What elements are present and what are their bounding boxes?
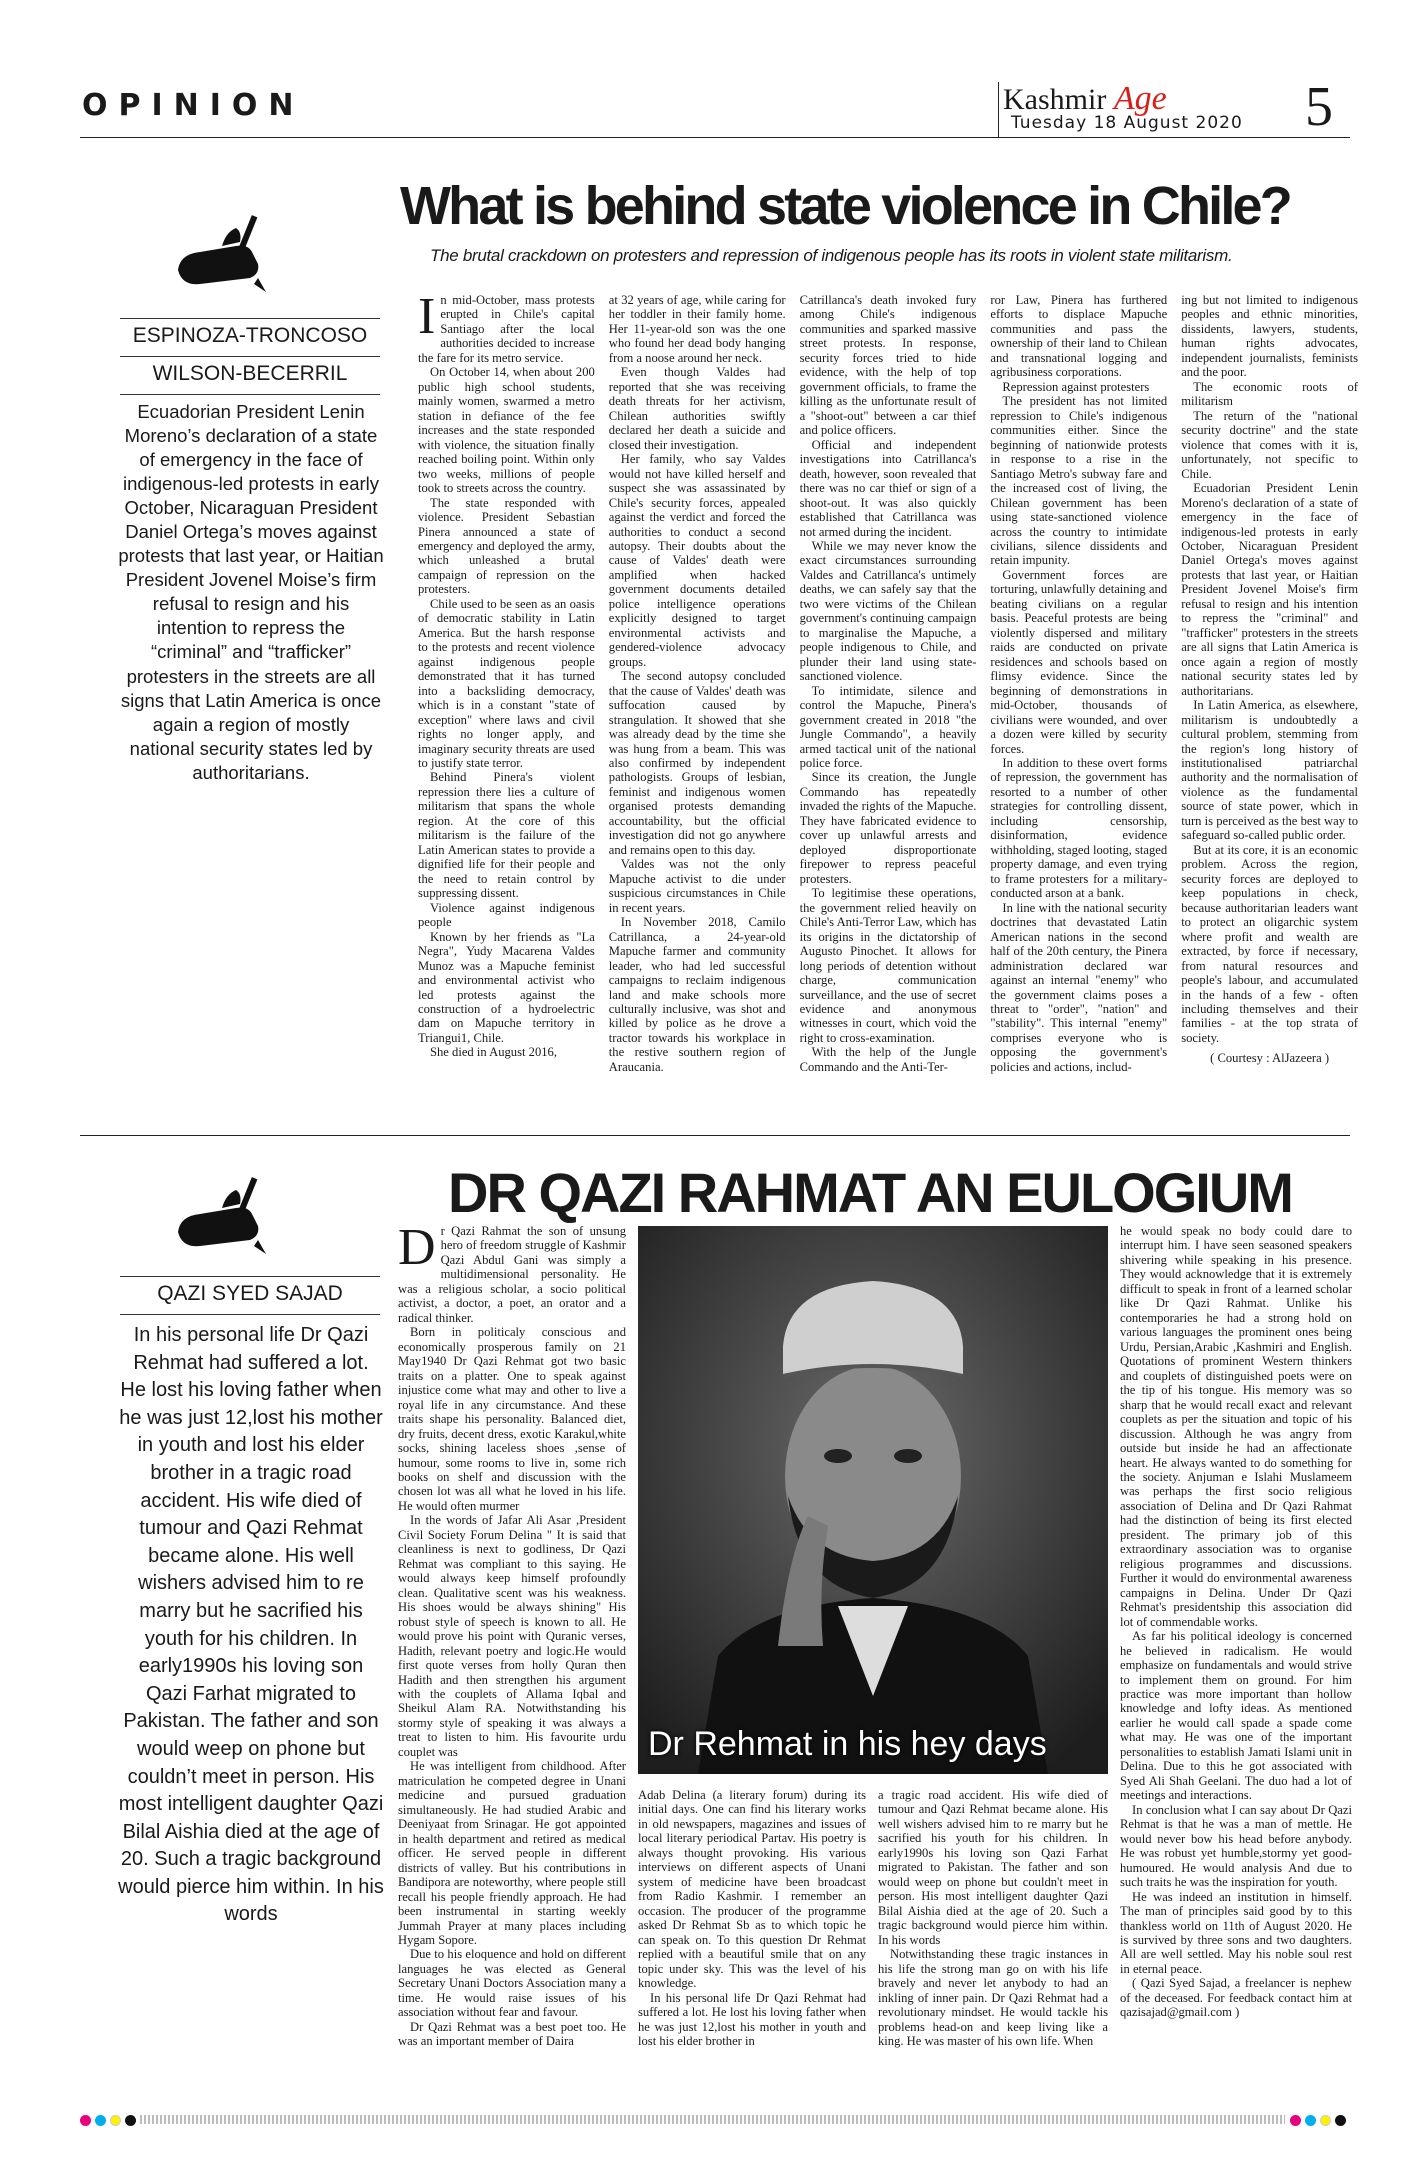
- masthead-divider: [998, 82, 999, 137]
- author-divider-top: [120, 318, 380, 319]
- article1-dropcap: I: [418, 293, 436, 345]
- author-divider-bottom: [120, 1314, 380, 1315]
- article-separator: [80, 1135, 1350, 1136]
- article2-pull-quote: In his personal life Dr Qazi Rehmat had suffered a lot. He lost his loving father when he was just 12,lost his mother in youth and lost his elder brother in a tragic road accident. His wife died of tumour and Qazi Rehmat became alone. His well wishers advised him to re marry but he sacrified his youth for his children. In early1990s his loving son Qazi Farhat migrated to Pakistan. The father and son would weep on phone but couldn’t meet in person. His most intelligent daughter Qazi Bilal Aishia died at the age of 20. Such a tragic background would pierce him within. In his words: [118, 1324, 384, 1926]
- registration-dot: [110, 2115, 121, 2126]
- paragraph: Behind Pinera's violent repression there lies a culture of militarism that spans the whole region. At the core of this militarism is the failure of the Latin American states to provide a dignified life for their people and the need to retain control by suppressing dissent.: [418, 770, 595, 901]
- paragraph: In Latin America, as elsewhere, militarism is undoubtedly a cultural problem, stemming from the region's long history of institutionalised patriarchal authority and the normalisation of violence as the fundamental source of state power, which in turn is perceived as the best way to safeguard so-called public order.: [1181, 698, 1358, 843]
- article2-headline: DR QAZI RAHMAT AN EULOGIUM: [448, 1161, 1292, 1224]
- registration-dot: [95, 2115, 106, 2126]
- paragraph: ror Law, Pinera has furthered efforts to displace Mapuche communities and pass the ownership of their land to Chilean and transnational logging and agribusiness corporations.: [990, 293, 1168, 380]
- registration-marks-left: [80, 2113, 136, 2127]
- paragraph: ( Qazi Syed Sajad, a freelancer is nephew of the deceased. For feedback contact him at qazisajad@gmail.com ): [1120, 1976, 1352, 2020]
- paragraph: Official and independent investigations into Catrillanca's death, however, soon revealed that there was no car thief or sign of a shoot-out. It was also quickly established that Catrillanca was not armed during the incident.: [799, 437, 977, 539]
- article2-column-4: [1120, 1224, 1352, 2089]
- paragraph: Adab Delina (a literary forum) during its initial days. One can find his literary works in old newspapers, magazines and issues of local literary periodical Partav. His poetry is always thought provoking. His various interviews on different aspects of Unani system of medicine have been broadcast from Radio Kashmir. I remember an occasion. The producer of the programme asked Dr Rehmat Sb as to which topic he can speak on. To this question Dr Rehmat replied with a beautiful smile that on any topic under sky. This was the level of his knowledge.: [638, 1788, 866, 1991]
- subheading: Violence against indigenous people: [418, 900, 595, 930]
- author-divider-bottom: [120, 394, 380, 395]
- masthead-kashmir: Kashmir: [1003, 83, 1107, 116]
- paragraph: As far his political ideology is concerned he believed in radicalism. He would emphasize on fundamentals and would strive to implement them on ground. For him practice was more important than hollow knowledge and lofty ideas. As mentioned earlier he would call spade a spade come what may. He was one of the important personalities to establish Jamati Islami unit in Delina. Due to this he got associated with Syed Ali Shah Geelani. The duo had a lot of meetings and interactions.: [1120, 1629, 1352, 1803]
- photo-caption: Dr Rehmat in his hey days: [648, 1725, 1047, 1763]
- paragraph: Government forces are torturing, unlawfully detaining and beating civilians on a regular basis. Peaceful protests are being violently dispersed and military raids are conducted on private residences and schools based on flimsy evidence. Since the beginning of demonstrations in mid-October, thousands of civilians were wounded, and over a dozen were killed by security forces.: [990, 567, 1168, 756]
- paragraph: In his personal life Dr Qazi Rehmat had suffered a lot. He lost his loving father when he was just 12,lost his mother in youth and lost his elder brother in: [638, 1990, 866, 2048]
- footer-stripe: [140, 2115, 1285, 2124]
- registration-dot: [1320, 2115, 1331, 2126]
- paragraph: He was intelligent from childhood. After matriculation he competed degree in Unani medicine and pursued graduation simultaneously. He had studied Arabic and Deeniyaat from Srinagar. He got appointed in health department and retired as medical officer. He served people in different districts of valley. But his contributions in Bandipora are noteworthy, where people still recall his people friendly approach. He had been instrumental in starting weekly Jummah Prayer at many places including Hygam Sopore.: [398, 1759, 626, 1947]
- paragraph: While we may never know the exact circumstances surrounding Valdes and Catrillanca's untimely deaths, we can safely say that the two were victims of the Chilean government's continuing campaign to marginalise the Mapuche, a people indigenous to Chile, and plunder their land using state-sanctioned violence.: [799, 538, 977, 684]
- article1-author-1: ESPINOZA-TRONCOSO: [132, 324, 368, 347]
- paragraph: She died in August 2016,: [430, 1045, 557, 1060]
- paragraph: Known by her friends as "La Negra", Yudy Macarena Valdes Munoz was a Mapuche feminist and environmental activist who led protests against the construction of a hydroelectric dam on Mapuche territory in Triangui1, Chile.: [418, 929, 595, 1045]
- paragraph: The president has not limited repression to Chile's indigenous communities either. Since the beginning of nationwide protests in response to a rise in the Santiago Metro's subway fare and the increased cost of living, the Chilean government has been using state-sanctioned violence across the country to intimidate civilians, silence dissidents and retain impunity.: [990, 394, 1168, 568]
- paragraph: n mid-October, mass protests erupted in Chile's capital Santiago after the local authorities decided to increase the fare for its metro service.: [418, 293, 595, 365]
- paragraph: In the words of Jafar Ali Asar ,President Civil Society Forum Delina " It is said that cleanliness is next to godliness, Dr Qazi Rehmat was compliant to this saying. He would always keep himself profoundly clean. Qualitative scent was his weakness. His shoes would be always shining" His robust style of speech is known to all. He would prove his point with Quranic verses, Hadith, relevant poetry and logic.He would first quote verses from holly Quran then Hadith and then strengthen his argument with the couplets of Allama Iqbal and Sheikul Alam RA. Notwithstanding his stormy style of speaking it was always a treat to listen to him. His favourite urdu couplet was: [398, 1513, 626, 1759]
- paragraph: Due to his eloquence and hold on different languages he was elected as General Secretary Unani Doctors Association many a time. He would raise issues of his association without fear and favour.: [398, 1947, 626, 2020]
- page-number: 5: [1305, 76, 1333, 138]
- article1-body: [418, 293, 1358, 1103]
- paragraph: To legitimise these operations, the government relied heavily on Chile's Anti-Terror Law, which has its origins in the dictatorship of Augusto Pinochet. It allows for long periods of detention without charge, communication surveillance, and the use of secret evidence and anonymous witnesses in court, which void the right to cross-examination.: [799, 886, 977, 1045]
- paragraph: Dr Qazi Rehmat was a best poet too. He was an important member of Daira: [398, 2019, 626, 2049]
- paragraph: Her family, who say Valdes would not have killed herself and suspect she was assassinated by Chile's security forces, appealed against the verdict and forced the authorities to conduct a second autopsy. Their doubts about the cause of Valdes' death were amplified when hacked government documents detailed police intelligence operations explicitly designed to target environmental activists and gendered-violence advocacy groups.: [608, 452, 786, 669]
- article1-standfirst: The brutal crackdown on protesters and repression of indigenous people has its roots in violent state militarism.: [430, 246, 1233, 265]
- paragraph: at 32 years of age, while caring for her toddler in their family home. Her 11-year-old son was the one who found her dead body hanging from a noose around her neck.: [608, 293, 786, 365]
- article2-column-2: [638, 1788, 866, 2089]
- paragraph: Ecuadorian President Lenin Moreno's declaration of a state of emergency in the face of indigenous-led protests in early October, Nicaraguan President Daniel Ortega's moves against protests that last year, or Haitian President Jovenel Moise's firm refusal to resign and his intention to repress the "criminal" and "trafficker" protesters in the streets are all signs that Latin America is once again a region of mostly national security states led by authoritarians.: [1181, 481, 1358, 698]
- registration-dot: [1335, 2115, 1346, 2126]
- paragraph: he would speak no body could dare to interrupt him. I have seen seasoned speakers shivering while speaking in his presence. They would acknowledge that it is extremely difficult to speak in front of a learned scholar like Dr Qazi Rahmat. Unlike his contemporaries he had a strong hold on various languages the prominent ones being Urdu, Persian,Arabic ,Kashmiri and English. Quotations of prominent Western thinkers and couplets of distinguished poets were on the tip of his tongue. His memory was so sharp that he would recall exact and relevant couplets as per the situation and topic of his discussion. Although he was angry from outside but inside he had an affectionate heart. He always wanted to do something for the society. Anjuman e Islahi Muslameem was perhaps the first socio religious association of Delina and Dr Qazi Rahmat had the distinction of being its first elected president. The primary job of this extraordinary association was to organise religious programmes and discussions. Further it would do environmental awareness campaigns in Delina. Under Dr Qazi Rehmat's presidentship this association did lot of commendable works.: [1120, 1224, 1352, 1629]
- paragraph: The state responded with violence. President Sebastian Pinera announced a state of emergency and deployed the army, which unleashed a brutal campaign of repression on the protesters.: [418, 495, 595, 597]
- article2-column-3: [878, 1788, 1108, 2089]
- paragraph: With the help of the Jungle Commando and the Anti-Ter-: [799, 1045, 977, 1074]
- article2-dropcap: D: [398, 1224, 436, 1276]
- registration-dot: [80, 2115, 91, 2126]
- article1-author-2: WILSON-BECERRIL: [152, 362, 348, 385]
- registration-dot: [1290, 2115, 1301, 2126]
- registration-dot: [125, 2115, 136, 2126]
- paragraph: Born in politicaly conscious and economically prosperous family on 21 May1940 Dr Qazi Rehmat got two basic traits on a platter. One to speak against injustice come what may and other to live a royal life in any circumstance. And these traits shape his personality. Balanced diet, dry fruits, decent dress, exotic Karakul,white socks, shining laceless shoes ,sense of humour, some rooms to live in, some rich books on shelf and discussion with the chosen lot was all what he loved in his life. He would often murmer: [398, 1325, 626, 1513]
- article2-column-1: [398, 1224, 626, 2089]
- article1-column-2: [609, 293, 786, 1103]
- paragraph: The return of the "national security doctrine" and the state violence that comes with it is, unfortunately, not specific to Chile.: [1181, 408, 1358, 481]
- issue-date: Tuesday 18 August 2020: [1011, 113, 1243, 133]
- paragraph: Since its creation, the Jungle Commando has repeatedly invaded the rights of the Mapuche. They have fabricated evidence to cover up unlawful arrests and deployed disproportionate firepower to repress peaceful protesters.: [799, 770, 977, 886]
- paragraph: Catrillanca's death invoked fury among Chile's indigenous communities and sparked massive street protests. In response, security forces tried to hide evidence, with the help of top government officials, to frame the killing as the unfortunate result of a "shoot-out" between a car thief and police officers.: [799, 293, 977, 438]
- article1-column-1: [418, 293, 595, 1103]
- article1-column-4: [990, 293, 1167, 1103]
- registration-marks-right: [1290, 2113, 1346, 2127]
- header-rule: [80, 137, 1350, 138]
- paragraph: ing but not limited to indigenous peoples and ethnic minorities, dissidents, lawyers, students, human rights advocates, independent journalists, feminists and the poor.: [1181, 293, 1358, 380]
- paragraph: He was indeed an institution in himself. The man of principles said good by to this thankless world on 11th of August 2020. He is survived by three sons and two daughters. All are well settled. May his noble soul rest in eternal peace.: [1120, 1889, 1352, 1976]
- paragraph: r Qazi Rahmat the son of unsung hero of freedom struggle of Kashmir Qazi Abdul Gani was simply a multidimensional personality. He was a religious scholar, a socio political activist, a doctor, a poet, an orator and a radical thinker.: [398, 1224, 626, 1325]
- pen-hand-icon: [170, 208, 280, 298]
- author-divider-top: [120, 1276, 380, 1277]
- paragraph: Notwithstanding these tragic instances in his life the strong man go on with his life bravely and never let anybody to had an inkling of inner pain. Dr Qazi Rehmat had a revolutionary mindset. He would tackle his problems head-on and keep living like a king. He was master of his own life. When: [878, 1947, 1108, 2048]
- paragraph: In addition to these overt forms of repression, the government has resorted to a number of other strategies for controlling dissent, including censorship, disinformation, evidence withholding, staged looting, staged property damage, and even trying to frame protesters for a military-conducted arson at a bank.: [990, 756, 1168, 901]
- portrait-photo: [638, 1226, 1108, 1774]
- article1-column-5: [1181, 293, 1358, 1103]
- paragraph: In conclusion what I can say about Dr Qazi Rehmat is that he was a man of mettle. He would never bow his head before anybody. He was robust yet humble,stormy yet good-humoured. He would analysis And due to such traits he was the inspiration for youth.: [1120, 1802, 1352, 1890]
- paragraph: To intimidate, silence and control the Mapuche, Pinera's government created in 2018 "the Jungle Commando", a heavily armed tactical unit of the national police force.: [799, 683, 977, 770]
- paragraph: But at its core, it is an economic problem. Across the region, security forces are deployed to keep populations in check, because authoritarian leaders want to protect an oligarchic system where profit and wealth are extracted, by force if necessary, from natural resources and people's labour, and accumulated in the hands of a few - often including themselves and their families - at the top strata of society.: [1181, 842, 1358, 1045]
- article2-author: QAZI SYED SAJAD: [157, 1282, 343, 1305]
- pen-hand-icon: [170, 1170, 280, 1260]
- masthead-age: Age: [1113, 80, 1167, 117]
- article1-pull-quote: Ecuadorian President Lenin Moreno’s declaration of a state of emergency in the face of indigenous-led protests in early October, Nicaraguan President Daniel Ortega’s moves against protests that last year, or Haitian President Jovenel Moise’s firm refusal to resign and his intention to repress the “criminal” and “trafficker” protesters in the streets are all signs that Latin America is once again a region of mostly national security states led by authoritarians.: [118, 401, 384, 783]
- portrait-illustration: [638, 1226, 1108, 1774]
- courtesy-credit: ( Courtesy : AlJazeera ): [1210, 1051, 1330, 1066]
- paragraph: Even though Valdes had reported that she was receiving death threats for her activism, Chilean authorities swiftly declared her death a suicide and closed their investigation.: [608, 365, 786, 452]
- paragraph: Chile used to be seen as an oasis of democratic stability in Latin America. But the harsh response to the protests and recent violence against indigenous people demonstrated that it has turned into a backsliding democracy, which is in a constant "state of exception" where laws and civil rights no longer apply, and imaginary security threats are used to justify state terror.: [418, 596, 595, 770]
- paragraph: In line with the national security doctrines that devastated Latin American nations in the second half of the 20th century, the Pinera administration declared war against an internal "enemy" who the government claims poses a threat to "order", "nation" and "stability". This internal "enemy" comprises everyone who is opposing the government's policies and actions, includ-: [990, 900, 1168, 1074]
- subheading: The economic roots of militarism: [1181, 379, 1358, 409]
- subheading: Repression against protesters: [1002, 379, 1150, 394]
- article1-headline: What is behind state violence in Chile?: [400, 176, 1290, 236]
- section-label: OPINION: [82, 88, 305, 123]
- paragraph: On October 14, when about 200 public high school students, mainly women, swarmed a metro station in defiance of the fee increases and the state responded with violence, the situation finally reached boiling point. Within only two weeks, millions of people took to streets across the country.: [418, 365, 595, 496]
- paragraph: a tragic road accident. His wife died of tumour and Qazi Rehmat became alone. His well wishers advised him to re marry but he sacrified his youth for his children. In early1990s his loving son Qazi Farhat migrated to Pakistan. The father and son would weep on phone but couldn't meet in person. His most intelligent daughter Qazi Bilal Aishia died at the age of 20. Such a tragic background would pierce him within. In his words: [878, 1788, 1108, 1947]
- paragraph: Valdes was not the only Mapuche activist to die under suspicious circumstances in Chile in recent years.: [608, 857, 786, 915]
- article1-column-3: [800, 293, 977, 1103]
- paragraph: In November 2018, Camilo Catrillanca, a 24-year-old Mapuche farmer and community leader, who had led successful campaigns to reclaim indigenous land and make schools more culturally inclusive, was shot and killed by police as he drove a tractor towards his workplace in the restive southern region of Araucania.: [608, 915, 786, 1074]
- author-divider-mid: [120, 356, 380, 357]
- paragraph: The second autopsy concluded that the cause of Valdes' death was suffocation caused by strangulation. It showed that she was already dead by the time she was hung from a beam. This was also confirmed by independent pathologists. Groups of lesbian, feminist and indigenous women organised protests demanding accountability, but the official investigation did not go anywhere and remains open to this day.: [608, 669, 786, 857]
- registration-dot: [1305, 2115, 1316, 2126]
